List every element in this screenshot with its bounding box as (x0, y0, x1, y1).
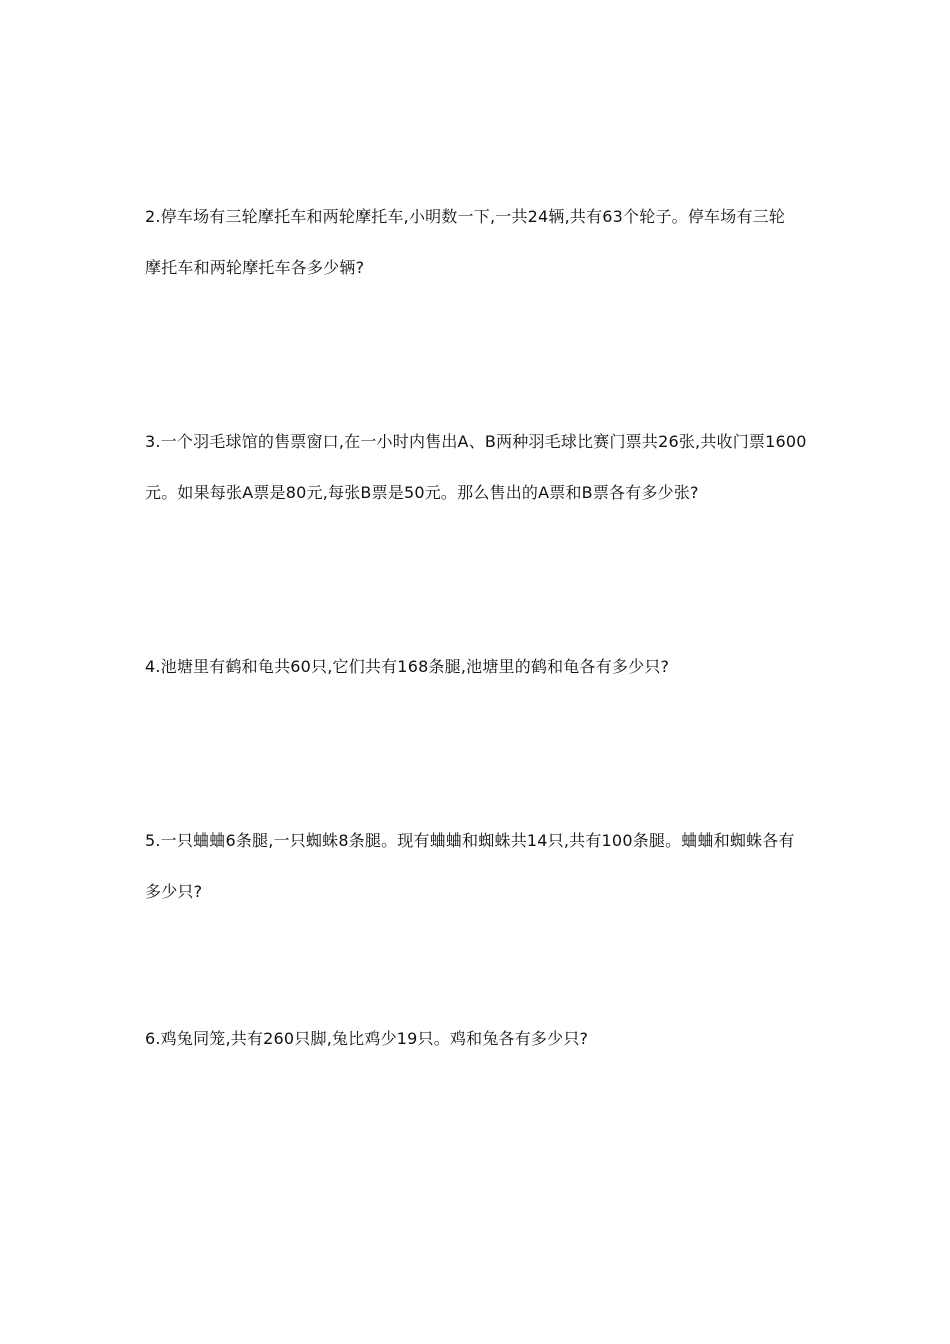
question-2-line-2: 摩托车和两轮摩托车各多少辆? (145, 258, 365, 277)
question-4-line-1: 4.池塘里有鹤和龟共60只,它们共有168条腿,池塘里的鹤和龟各有多少只? (145, 657, 670, 676)
question-6-line-1: 6.鸡兔同笼,共有260只脚,兔比鸡少19只。鸡和兔各有多少只? (145, 1029, 589, 1048)
question-5-line-2: 多少只? (145, 882, 203, 901)
question-3-line-2: 元。如果每张A票是80元,每张B票是50元。那么售出的A票和B票各有多少张? (145, 483, 699, 502)
question-3-line-1: 3.一个羽毛球馆的售票窗口,在一小时内售出A、B两种羽毛球比赛门票共26张,共收门票1600 (145, 432, 807, 451)
question-2-line-1: 2.停车场有三轮摩托车和两轮摩托车,小明数一下,一共24辆,共有63个轮子。停车场有三轮 (145, 207, 786, 226)
question-5-line-1: 5.一只蛐蛐6条腿,一只蜘蛛8条腿。现有蛐蛐和蜘蛛共14只,共有100条腿。蛐蛐和蜘蛛各有 (145, 831, 795, 850)
